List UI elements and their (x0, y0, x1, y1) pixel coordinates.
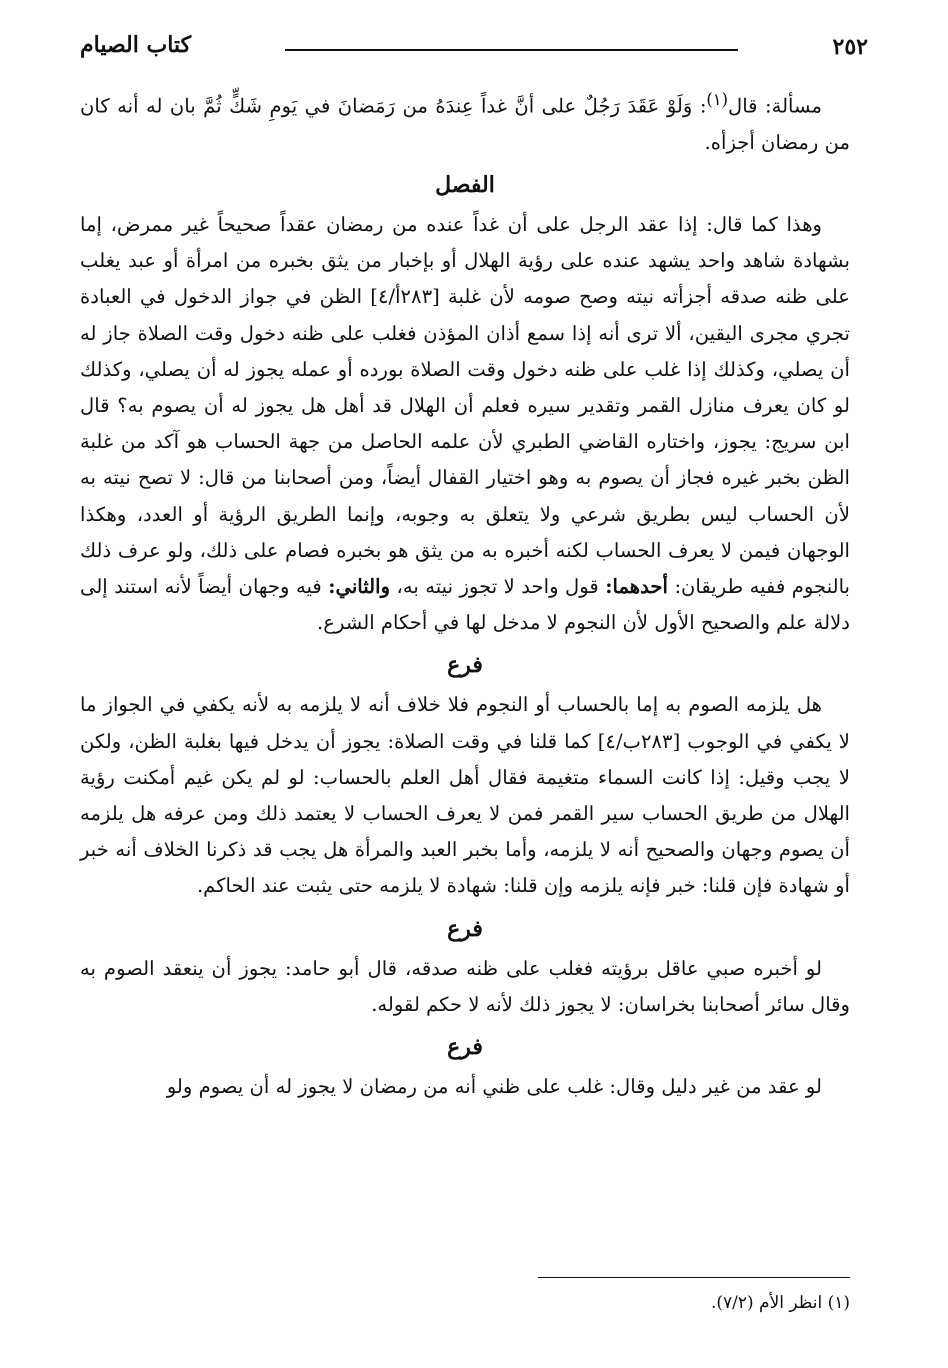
page-body (80, 82, 850, 1105)
fasl-label-second: والثاني: (328, 574, 391, 598)
fasl-text-3: فيه وجهان أيضاً لأنه استند إلى دلالة علم والصحيح الأول لأن النجوم لا مدخل لها في أحكام الشرع. (80, 574, 850, 635)
page-number: ٢٥٢ (832, 34, 868, 60)
fasl-paragraph (80, 207, 850, 641)
header-rule (285, 49, 738, 51)
issue-paragraph: مسألة: قال$^{(١)}$: وَلَوْ عَقَدَ رَجُلٌ على أنَّ غداً عِندَهُ من رَمَضانَ في يَومِ شَكٍّ ثُمَّ بان له أنه كان من رمضان أجزأه. (80, 90, 850, 154)
branch-heading-2: فرع (447, 915, 483, 942)
branch-heading-1: فرع (447, 652, 483, 679)
chapter-title: كتاب الصيام (80, 32, 192, 58)
issue-quote: وَلَوْ عَقَدَ رَجُلٌ على أنَّ غداً عِندَهُ من رَمَضانَ في يَومِ شَكٍّ ثُمَّ (203, 94, 693, 118)
branch-paragraph-2: لو أخبره صبي عاقل برؤيته فغلب على ظنه صدقه، قال أبو حامد: يجوز أن ينعقد الصوم به وقال سائر أصحابنا بخراسان: لا يجوز ذلك لأنه لا حكم لقوله. (80, 956, 850, 1016)
branch-paragraph-3: لو عقد من غير دليل وقال: غلب على ظني أنه من رمضان لا يجوز له أن يصوم ولو (166, 1075, 822, 1098)
footnote-rule (538, 1277, 850, 1278)
section-heading-fasl: الفصل (435, 171, 495, 198)
branch-paragraph-1: هل يلزمه الصوم به إما بالحساب أو النجوم فلا خلاف أنه لا يلزمه به لأنه يكفي في الجواز ما لا يكفي في الوجوب [٢٨٣ب/٤] كما قلنا في وقت الصلاة: يجوز أن يدخل فيها بغلبة الظن، ولكن لا يجب وقيل: إذا كانت السماء متغيمة فقال أهل العلم بالحساب: لو لم يكن غيم أمكنت رؤية الهلال من طريق الحساب سير القمر فمن لا يعرف الحساب لا يعتمد ذلك ومن عرفه هل يلزمه أن يصوم وجهان والصحيح أنه لا يلزمه، وأما بخبر العبد والمرأة هل يجب قد ذكرنا الخلاف أنه خبر أو شهادة فإن قلنا: خبر فإنه يلزمه وإن قلنا: شهادة لا يلزمه حتى يثبت عند الحاكم. (80, 693, 850, 898)
issue-label: مسألة: قال (727, 94, 822, 118)
fasl-text-1: وهذا كما قال: إذا عقد الرجل على أن غداً عنده من رمضان عقداً صحيحاً غير ممرض، إما بشهادة شاهد واحد يشهد عنده على رؤية الهلال أو بإخبار من يثق بخبره من امرأة أو عبد يغلب على ظنه صدقه أجزأته نيته وصح صومه لأن غلبة [٢٨٣أ/٤] الظن في جواز الدخول في العبادة تجري مجرى اليقين، ألا ترى أنه إذا سمع أذان المؤذن فغلب على ظنه دخول وقت الصلاة جاز له أن يصلي، وكذلك إذا غلب على ظنه دخول وقت الصلاة بورده أو عمله يجوز له أن يصلي، وكذلك لو كان يعرف منازل القمر وتقدير سيره فعلم أن الهلال قد أهل هل يجوز له أن يصوم به؟ قال ابن سريج: يجوز، واختاره القاضي الطبري لأن علمه الحاصل من جهة الحساب هو آكد من غلبة الظن بخبر غيره فجاز أن يصوم به وهو اختيار القفال أيضاً، ومن أصحابنا من قال: لا تصح نيته به لأن الحساب ليس بطريق شرعي ولا يتعلق به وجوبه، وإنما الطريق الرؤية أو العدد، وهكذا الوجهان فيمن لا يعرف الحساب لكنه أخبره به من يثق هو بخبره فصام على ذلك، ولو عرف ذلك بالنجوم ففيه طريقان: (80, 212, 850, 598)
fasl-label-first: أحدهما: (605, 574, 668, 598)
page-header (80, 28, 868, 68)
footnote-reference: (١) (706, 90, 728, 109)
issue-rest: بان له أنه كان من رمضان أجزأه. (80, 94, 850, 154)
branch-heading-3: فرع (447, 1034, 483, 1060)
footnote: (١) انظر الأم (٧/٢). (710, 1293, 850, 1313)
fasl-text-2: قول واحد لا تجوز نيته به، (396, 574, 599, 598)
